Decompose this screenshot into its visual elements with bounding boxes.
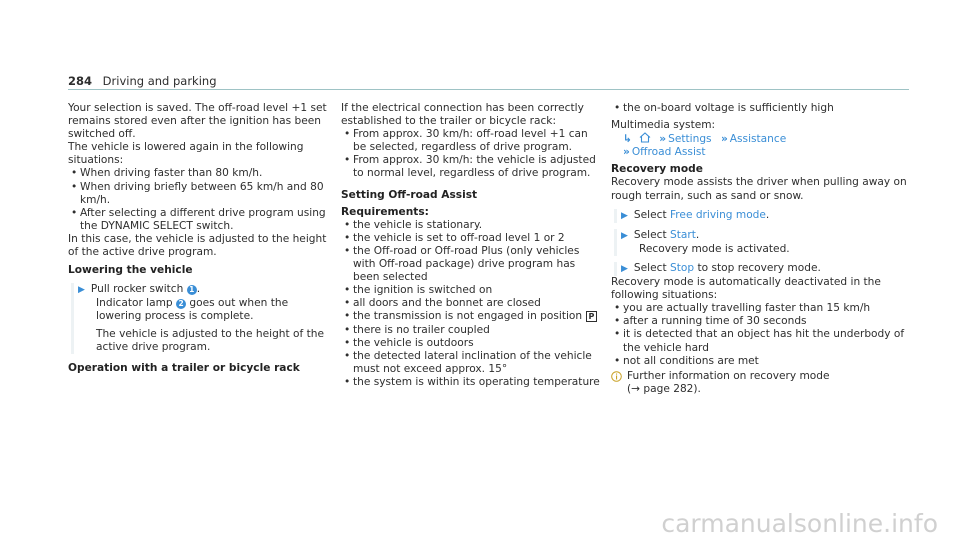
recovery-text: Recovery mode assists the driver when pulling away on rough terrain, such as sand or snow. — [611, 176, 907, 202]
menu-path — [611, 132, 911, 146]
list-item: • the detected lateral inclination of the vehicle must not exceed approx. 15° — [344, 349, 592, 375]
multimedia-label: Multimedia system: — [611, 119, 716, 132]
list-item: • not all conditions are met — [614, 354, 759, 367]
list-item: • the system is within its operating temperature — [344, 375, 600, 388]
list-item: • From approx. 30 km/h: off-road level +1 can be selected, regardless of drive program. — [344, 128, 588, 154]
heading-trailer: Operation with a trailer or bicycle rack — [68, 361, 300, 374]
menu-path-cont — [611, 146, 911, 159]
list-item: • the Off-road or Off-road Plus (only vehicles with Off-road package) drive program has been selected — [344, 244, 580, 284]
section-title: Driving and parking — [102, 74, 217, 88]
lowered-text: The vehicle is lowered again in the following situations: — [68, 141, 304, 167]
info-note: Further information on recovery mode (→ page 282). — [611, 370, 911, 396]
path-start-icon: ↳ — [623, 133, 630, 146]
home-icon — [639, 132, 651, 143]
trailer-intro: If the electrical connection has been correctly established to the trailer or bicycle rack: — [341, 102, 584, 128]
chevron-right-icon: » — [659, 133, 665, 146]
page-header — [68, 74, 217, 88]
step-select-stop: ▶ Select Stop to stop recovery mode. — [611, 262, 911, 276]
nav-settings: Settings — [668, 133, 712, 146]
list-item: • When driving briefly between 65 km/h and 80 km/h. — [71, 180, 324, 206]
heading-setting: Setting Off-road Assist — [341, 188, 478, 201]
adjusted-text: In this case, the vehicle is adjusted to the height of the active drive program. — [68, 232, 327, 259]
step-lowering: ▶ Pull rocker switch 1 . Indicator lamp 2 goes out when the lowering process is complete. The vehicle is adjusted to the height of the active drive program. — [68, 283, 330, 353]
step-arrow-icon: ▶ — [621, 230, 628, 241]
callout-2-icon: 2 — [176, 299, 186, 309]
list-item: • the vehicle is set to off-road level 1 or 2 — [344, 231, 565, 244]
recovery-activated: Recovery mode is activated. — [639, 242, 790, 255]
intro-text: Your selection is saved. The off-road level +1 set remains stored even after the ignition has been switched off. — [68, 102, 327, 141]
list-item: • the on-board voltage is sufficiently high — [614, 102, 834, 114]
list-item: • the vehicle is outdoors — [344, 336, 474, 349]
list-item: • you are actually travelling faster than 15 km/h — [614, 302, 871, 315]
step-arrow-icon: ▶ — [621, 263, 628, 274]
list-item: • it is detected that an object has hit the underbody of the vehicle hard — [614, 328, 905, 354]
column-left — [68, 102, 330, 377]
header-divider — [68, 89, 909, 90]
list-item: • the vehicle is stationary. — [344, 218, 483, 231]
list-item: • From approx. 30 km/h: the vehicle is adjusted to normal level, regardless of drive program. — [344, 154, 596, 180]
nav-offroad-assist: Offroad Assist — [631, 146, 706, 159]
list-item: • all doors and the bonnet are closed — [344, 297, 541, 310]
list-item: • the ignition is switched on — [344, 284, 493, 297]
list-item: • there is no trailer coupled — [344, 323, 490, 336]
chevron-right-icon: » — [720, 133, 726, 146]
callout-1-icon: 1 — [187, 285, 197, 295]
deactivated-text: Recovery mode is automatically deactivated in the following situations: — [611, 276, 881, 302]
step-arrow-icon: ▶ — [621, 210, 628, 221]
list-item: • When driving faster than 80 km/h. — [71, 167, 263, 180]
page-number: 284 — [68, 74, 93, 88]
page-reference[interactable]: (→ page 282). — [627, 382, 701, 395]
step-select-start: ▶ Select Start. Recovery mode is activated. — [611, 229, 911, 256]
heading-requirements: Requirements: — [341, 205, 429, 218]
step-note: The vehicle is adjusted to the height of the active drive program. — [96, 327, 325, 353]
chevron-right-icon: » — [623, 146, 628, 159]
column-middle — [341, 102, 603, 389]
list-item: • After selecting a different drive program using the DYNAMIC SELECT switch. — [71, 206, 326, 232]
step-arrow-icon: ▶ — [78, 285, 85, 296]
step-select-free: ▶ Select Free driving mode. — [611, 209, 911, 223]
heading-lowering: Lowering the vehicle — [68, 264, 193, 277]
watermark-logo: carmanualsonline.info — [661, 508, 938, 538]
gear-p-icon: P — [586, 311, 598, 322]
column-right — [611, 102, 911, 396]
heading-recovery: Recovery mode — [611, 163, 703, 176]
nav-assistance: Assistance — [729, 133, 787, 146]
list-item: • after a running time of 30 seconds — [614, 315, 807, 328]
list-item: • the transmission is not engaged in position P — [341, 310, 603, 323]
info-icon — [611, 371, 622, 382]
